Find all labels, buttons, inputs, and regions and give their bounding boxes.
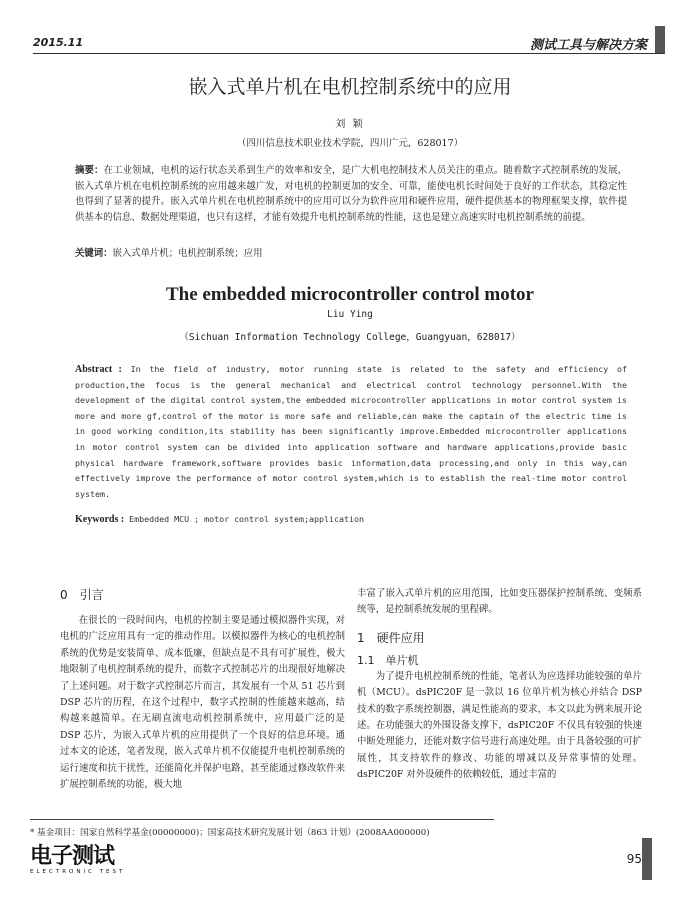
abstract-cn: [75, 163, 627, 225]
keywords-en-text: Embedded MCU ; motor control system;application: [124, 514, 364, 524]
keywords-cn-text: 嵌入式单片机；电机控制系统；应用: [112, 248, 263, 259]
running-header: [33, 34, 665, 54]
body-column-right: [357, 586, 642, 784]
header-accent-bar: [655, 26, 665, 54]
article-title-en: The embedded microcontroller control motor: [166, 284, 534, 305]
keywords-cn-label: 关键词：: [75, 248, 113, 259]
affiliation-cn: （四川信息技术职业技术学院，四川广元，628017）: [236, 138, 464, 149]
keywords-en-label: Keywords :: [75, 514, 125, 525]
mcu-paragraph: 为了提升电机控制系统的性能，笔者认为应选择功能较强的单片机（MCU）。dsPIC20F 是一款以 16 位单片机为核心并结合 DSP 技术的数字系统控制器，满足性能高的要求，本文以此为例来展开论述。在功能强大的外围设备支撑下，dsPIC20F 不仅具有较强的快速中断处理能力，还能对数字信号进行高速处理。由于具备较强的可扩展性，其支持软件的修改、功能的增减以及异常事情的处理。dsPIC20F 对外设硬件的依赖较低，通过丰富的: [357, 670, 642, 781]
funding-footnote: * 基金项目：国家自然科学基金(00000000)；国家高技术研究发展计划（863 计划）(2008AA000000): [30, 828, 430, 838]
section-heading-intro: 0 引言: [60, 588, 104, 602]
footer-accent-bar: [642, 838, 652, 880]
header-rule: [33, 53, 665, 54]
keywords-cn: [75, 245, 627, 259]
keywords-en: [75, 514, 627, 525]
abstract-en: [75, 362, 627, 502]
section-heading-hardware: 1 硬件应用: [357, 630, 425, 645]
journal-logo-sub: ELECTRONIC TEST: [30, 869, 126, 875]
abstract-cn-label: 摘要：: [75, 165, 104, 176]
journal-logo-main: 电子测试: [30, 844, 115, 869]
continued-paragraph: 丰富了嵌入式单片机的应用范围，比如变压器保护控制系统、变频系统等，是控制系统发展的里程碑。: [357, 588, 642, 616]
column-name: 测试工具与解决方案: [529, 38, 647, 53]
footnote-rule: [30, 819, 494, 820]
article-title-cn: 嵌入式单片机在电机控制系统中的应用: [188, 76, 512, 98]
subsection-heading-mcu: 1.1 单片机: [357, 653, 419, 667]
author-en: Liu Ying: [327, 309, 373, 320]
abstract-en-text: In the field of industry, motor running state is related to the safety and efficiency of production,the focus is the general mechanical and electrical control technology personnel.With the development of the digital control system,the embedded microcontroller applications in motor control system is more and more gf,control of the motor is more safe and reliable,can make the captain of the electric time is in good working condition,its stability has been significantly improve.Embedded microcontroller applications in motor control system can be divided into application software and hardware applications,provide basic physical hardware framework,software provides basic information,data processing,and only in this way,can effectively improve the performance of motor control system,which is to establish the real-time motor control system.: [75, 364, 628, 499]
body-column-left: [60, 586, 345, 793]
affiliation-en: （Sichuan Information Technology College，Guangyuan，628017）: [179, 332, 521, 343]
abstract-en-label: Abstract :: [75, 364, 122, 375]
author-cn: 刘 颖: [335, 119, 365, 130]
intro-paragraph: 在很长的一段时间内，电机的控制主要是通过模拟器件实现，对电机的广泛应用具有一定的推动作用。以模拟器件为核心的电机控制系统的优势是安装简单、成本低廉，但缺点是不具有可扩展性，极大地限制了电机控制系统的提升，而数字式控制芯片的出现很好地解决了上述问题。对于数字式控制芯片而言，其发展有一个从 51 芯片到 DSP 芯片的历程，在这个过程中，数字式控制的性能越来越高，结构越来越简单。在无刷直流电动机控制系统中，应用最广泛的是 DSP 芯片，为嵌入式单片机的应用提供了一个良好的信息环境。通过本文的论述，笔者发现，嵌入式单片机不仅能提升电机控制系统的运行速度和抗干扰性，还能简化并保护电路，甚至能通过修改软件来扩展控制系统的功能，极大地: [60, 615, 345, 791]
journal-logo: [30, 845, 150, 877]
page-number: 95: [626, 852, 642, 866]
issue-date: 2015.11: [33, 36, 84, 49]
abstract-cn-text: 在工业领域，电机的运行状态关系到生产的效率和安全，是广大机电控制技术人员关注的重点。随着数字式控制系统的发展，嵌入式单片机在电机控制系统的应用越来越广发，对电机的控制更加的安全、可靠，能使电机长时间处于良好的工作状态，其稳定性也得到了显著的提升。嵌入式单片机在电机控制系统中的应用可以分为软件应用和硬件应用，硬件提供基本的物理框架支撑，软件提供基本的信息、数据处理渠道，也只有这样，才能有效提升电机控制系统的性能，这也是建立高速实时电机控制系统的前提。: [75, 165, 627, 223]
